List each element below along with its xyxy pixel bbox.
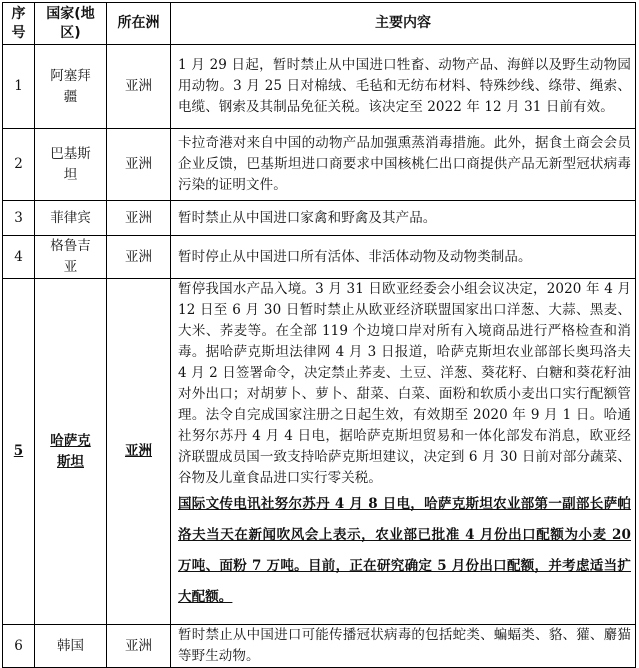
import-restrictions-table: [2, 2, 636, 668]
row-region: 亚洲: [107, 236, 171, 279]
header-content: 主要内容: [171, 3, 636, 45]
table-row: [3, 45, 636, 129]
table-row: [3, 279, 636, 625]
row-region: 亚洲: [107, 129, 171, 201]
row-region: 亚洲: [107, 279, 171, 625]
header-country: 国家(地区): [35, 3, 107, 45]
row-content: 卡拉奇港对来自中国的动物产品加强熏蒸消毒措施。此外，据食土商会会员企业反馈，巴基斯坦进口商要求中国核桃仁出口商提供产品无新型冠状病毒污染的证明文件。: [171, 129, 636, 201]
row-region: 亚洲: [107, 201, 171, 236]
header-region: 所在洲: [107, 3, 171, 45]
row-no: 2: [3, 129, 35, 201]
row-country: 菲律宾: [35, 201, 107, 236]
row-content: 暂时禁止从中国进口可能传播冠状病毒的包括蛇类、蝙蝠类、貉、獾、麝猫等野生动物。: [171, 625, 636, 668]
row-country: 格鲁吉亚: [35, 236, 107, 279]
row-content: 1 月 29 日起，暂时禁止从中国进口牲畜、动物产品、海鲜以及野生动物园用动物。3 月 25 日对棉绒、毛毡和无纺布材料、特殊纱线、绦带、绳索、电缆、钢索及其制品免征关税。该决定至 2022 年 12 月 31 日前有效。: [171, 45, 636, 129]
row-region: 亚洲: [107, 45, 171, 129]
row-country: 哈萨克斯坦: [35, 279, 107, 625]
row-content: [171, 279, 636, 625]
table-row: [3, 236, 636, 279]
row-country: 巴基斯坦: [35, 129, 107, 201]
row-no: 1: [3, 45, 35, 129]
header-row: [3, 3, 636, 45]
table-row: [3, 129, 636, 201]
row-no: 6: [3, 625, 35, 668]
row-no: 4: [3, 236, 35, 279]
row-region: 亚洲: [107, 625, 171, 668]
header-no: 序号: [3, 3, 35, 45]
row-no: 5: [3, 279, 35, 625]
row-country: 韩国: [35, 625, 107, 668]
row-content: 暂时停止从中国进口所有活体、非活体动物及动物类制品。: [171, 236, 636, 279]
table-row: [3, 625, 636, 668]
content-text: 暂停我国水产品入境。3 月 31 日欧亚经委会小组会议决定，2020 年 4 月 12 日至 6 月 30 日暂时禁止从欧亚经济联盟国家出口洋葱、大蒜、黑麦、大米、荞麦等。在全部 119 个边境口岸对所有入境商品进行严格检查和消毒。据哈萨克斯坦法律网 4 月 3 日报道，哈萨克斯坦农业部部长奥玛洛夫 4 月 2 日签署命令，决定禁止荞麦、土豆、洋葱、葵花籽、白糖和葵花籽油对外出口；对胡萝卜、萝卜、甜菜、白菜、面粉和软质小麦出口实行配额管理。法令自完成国家注册之日起生效，有效期至 2020 年 9 月 1 日。哈通社努尔苏丹 4 月 4 日电，据哈萨克斯坦贸易和一体化部发布消息，欧亚经济联盟成员国一致支持哈萨克斯坦建议，决定到 6 月 30 日前对部分蔬菜、谷物及儿童食品进口实行零关税。: [178, 281, 631, 486]
highlight-text: 国际文传电讯社努尔苏丹 4 月 8 日电，哈萨克斯坦农业部第一副部长萨帕洛夫当天在新闻吹风会上表示，农业部已批准 4 月份出口配额为小麦 20 万吨、面粉 7 万吨。目前，正在研究确定 5 月份出口配额，并考虑适当扩大配额。: [178, 496, 631, 605]
row-country: 阿塞拜疆: [35, 45, 107, 129]
row-no: 3: [3, 201, 35, 236]
table-row: [3, 201, 636, 236]
row-content: 暂时禁止从中国进口家禽和野禽及其产品。: [171, 201, 636, 236]
